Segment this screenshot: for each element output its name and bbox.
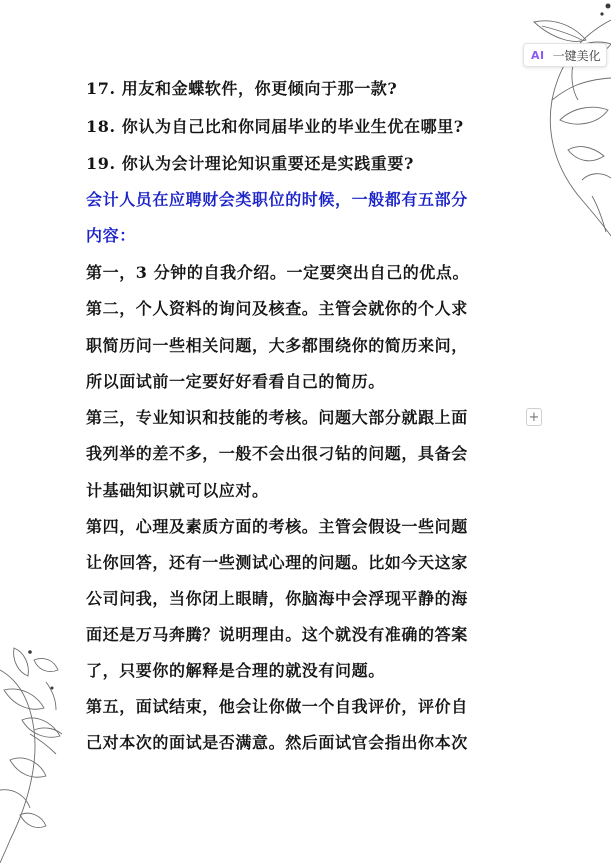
section-heading-line-1: 会计人员在应聘财会类职位的时候，一般都有五部分 [86, 190, 468, 209]
question-18: 18. 你认为自己比和你同届毕业的毕业生优在哪里? [86, 117, 464, 136]
paragraph-line: 己对本次的面试是否满意。然后面试官会指出你本次 [86, 733, 468, 752]
paragraph-line: 让你回答，还有一些测试心理的问题。比如今天这家 [86, 553, 468, 572]
question-19: 19. 你认为会计理论知识重要还是实践重要? [86, 154, 414, 173]
paragraph-line: 第三，专业知识和技能的考核。问题大部分就跟上面 [86, 408, 468, 427]
ai-beautify-button[interactable] [523, 43, 607, 67]
flower-decoration-bottom-left [0, 630, 80, 863]
paragraph-line: 第二，个人资料的询问及核查。主管会就你的个人求 [86, 299, 468, 318]
plus-icon: + [528, 409, 540, 425]
paragraph-line: 职简历问一些相关问题，大多都围绕你的简历来问， [86, 336, 468, 355]
ai-icon: AI [531, 48, 545, 62]
add-block-button[interactable] [526, 408, 542, 426]
paragraph-line: 第五，面试结束，他会让你做一个自我评价，评价自 [86, 697, 468, 716]
question-17: 17. 用友和金蝶软件，你更倾向于那一款? [86, 79, 398, 98]
flower-decoration-top-right [512, 0, 611, 240]
paragraph-line: 公司问我，当你闭上眼睛，你脑海中会浮现平静的海 [86, 589, 468, 608]
paragraph-line: 所以面试前一定要好好看看自己的简历。 [86, 372, 385, 391]
paragraph-line: 第一，3 分钟的自我介绍。一定要突出自己的优点。 [86, 263, 470, 282]
beautify-label: 一键美化 [552, 48, 601, 63]
section-heading-line-2: 内容： [86, 226, 136, 245]
paragraph-line: 计基础知识就可以应对。 [86, 481, 269, 500]
paragraph-line: 面还是万马奔腾？说明理由。这个就没有准确的答案 [86, 625, 468, 644]
paragraph-line: 第四，心理及素质方面的考核。主管会假设一些问题 [86, 517, 468, 536]
paragraph-line: 我列举的差不多，一般不会出很刁钻的问题，具备会 [86, 444, 468, 463]
paragraph-line: 了，只要你的解释是合理的就没有问题。 [86, 661, 385, 680]
